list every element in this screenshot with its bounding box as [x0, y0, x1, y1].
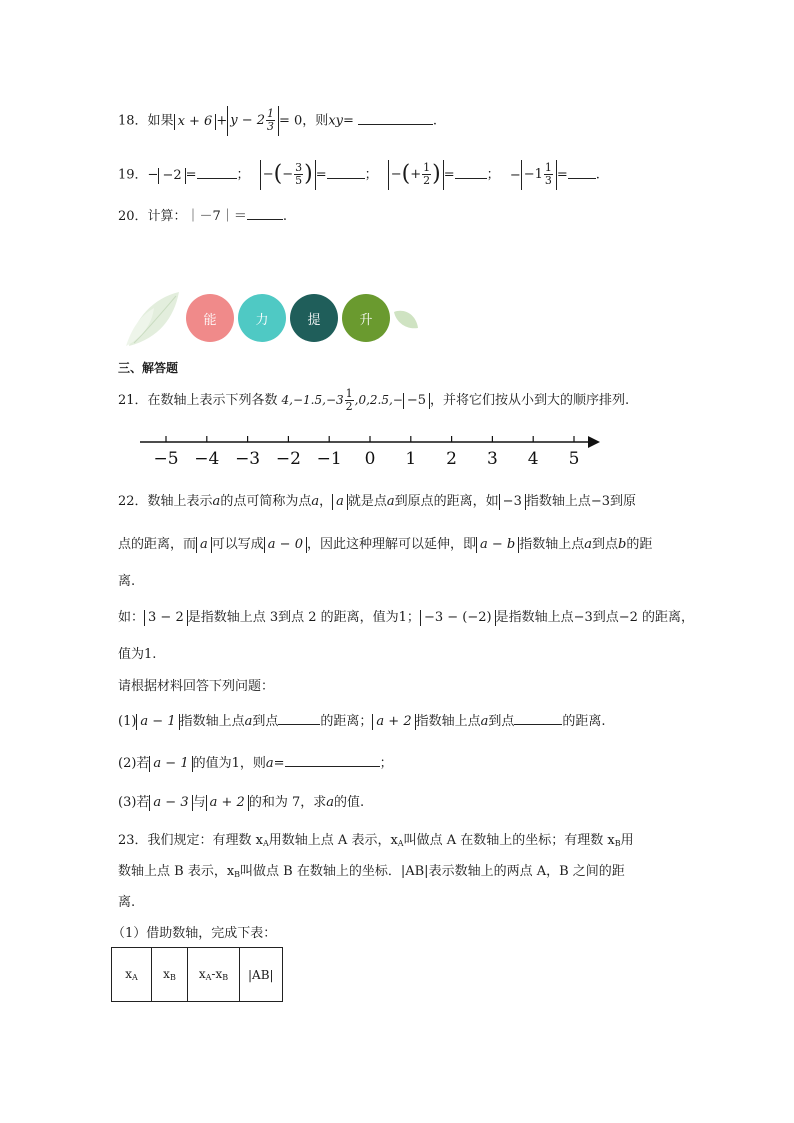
text: =: [273, 756, 285, 771]
text: −: [262, 167, 274, 182]
text: .: [282, 209, 287, 224]
answer-blank[interactable]: [247, 206, 283, 220]
text: −: [147, 167, 159, 183]
question-22-example: [118, 608, 694, 628]
question-number: 19．: [118, 167, 148, 183]
text: +: [410, 167, 422, 182]
text: = 0，则: [279, 113, 329, 129]
numerator: 1: [423, 161, 431, 174]
abs-expression: −5: [403, 393, 430, 409]
text: 的和为 7，求: [248, 795, 327, 810]
number-line-tick-label: −5: [153, 449, 179, 469]
text: ；: [486, 167, 500, 183]
denominator: 3: [267, 120, 275, 133]
text: -x: [211, 967, 223, 981]
abs-expression: [521, 160, 557, 190]
number-line-tick-label: 1: [405, 449, 417, 469]
denominator: 2: [423, 174, 431, 187]
coordinate-table: [111, 947, 283, 1002]
variable: a: [311, 494, 320, 509]
numerator: 1: [544, 161, 552, 174]
text: 的点可简称为点: [220, 494, 312, 509]
abs-expression: a − 0: [264, 537, 307, 553]
text: 23．我们规定：有理数 x: [118, 833, 264, 848]
subscript: B: [614, 839, 621, 848]
fraction: [294, 162, 303, 187]
text: 点的距离，而: [118, 537, 197, 552]
banner-char: 升: [359, 312, 373, 328]
banner-char: 力: [255, 312, 269, 328]
fraction: [345, 388, 354, 413]
answer-blank[interactable]: [278, 711, 320, 725]
subscript: B: [222, 973, 229, 982]
text: ；: [379, 756, 393, 771]
denominator: 5: [295, 174, 303, 187]
text: x: [125, 967, 132, 981]
text: =: [185, 167, 197, 183]
abs-expression: a: [196, 537, 212, 553]
subscript: A: [205, 973, 212, 982]
number-line-tick-label: −2: [275, 449, 301, 469]
denominator: 3: [544, 174, 552, 187]
abs-expression: a + 2: [206, 795, 249, 811]
text: −: [509, 167, 521, 183]
text: 的距离；: [320, 714, 373, 729]
text: =: [556, 167, 568, 183]
numerator: 1: [267, 107, 275, 120]
abs-expression: x + 6: [174, 114, 217, 130]
variable: a: [480, 714, 489, 729]
text: .: [432, 113, 438, 129]
text: |AB|: [248, 967, 274, 982]
text: 叫做点 A 在数轴上的坐标；有理数 x: [403, 833, 615, 848]
question-23-line-3: 离.: [118, 895, 136, 910]
question-22-part-2: [118, 753, 393, 774]
text: 是指数轴上点 3到点 2 的距离，值为1；: [187, 610, 420, 625]
text: (2)若: [118, 756, 150, 771]
question-22-line-2: [118, 535, 652, 555]
question-18: [118, 106, 437, 136]
text: 22．数轴上表示: [118, 494, 213, 509]
denominator: 2: [345, 400, 353, 413]
variable: a: [584, 537, 593, 552]
text: =: [315, 167, 327, 183]
banner-char: 提: [307, 312, 321, 328]
abs-expression: −3: [499, 494, 526, 510]
abs-expression: a + 2: [372, 714, 415, 730]
abs-expression: a − 1: [149, 756, 192, 772]
table-row: [112, 948, 283, 1002]
fraction: [266, 108, 275, 133]
abs-expression: 3 − 2: [144, 610, 188, 626]
question-23-line-2: [118, 862, 625, 885]
small-leaf-icon: [392, 308, 420, 332]
text: −1: [523, 167, 543, 182]
answer-blank[interactable]: [358, 111, 433, 125]
banner-circle-3: [290, 294, 338, 342]
banner-circle-4: [342, 294, 390, 342]
question-number: 18．: [118, 113, 148, 129]
text: 数轴上点 B 表示，x: [118, 864, 235, 879]
text: −: [390, 167, 402, 182]
subscript: A: [263, 839, 269, 848]
abs-expression: a − b: [476, 537, 519, 553]
table-header-xb: [152, 948, 188, 1002]
text: 指数轴上点−3到原: [525, 494, 637, 509]
leaf-decoration-icon: [124, 288, 184, 348]
answer-blank[interactable]: [568, 165, 596, 179]
table-header-xa-xb: [188, 948, 240, 1002]
banner-circle-2: [238, 294, 286, 342]
numbers: ,0,2.5,−: [354, 393, 403, 407]
answer-blank[interactable]: [455, 165, 487, 179]
question-22-line-1: [118, 492, 636, 512]
number-line-tick-label: 3: [486, 449, 498, 469]
abs-expression: −3 − (−2): [420, 610, 496, 626]
text: ，并将它们按从小到大的顺序排列.: [430, 393, 630, 408]
text: 用数轴上点 A 表示，x: [268, 833, 398, 848]
variable: a: [386, 494, 395, 509]
text: 的值.: [333, 795, 365, 810]
variable: a: [326, 795, 334, 810]
text: =: [443, 167, 455, 183]
ability-banner: [124, 288, 424, 348]
instruction-text: 请根据材料回答下列问题：: [118, 679, 275, 694]
variable: b: [618, 537, 627, 552]
variable: xy: [328, 113, 343, 129]
question-19: [118, 160, 600, 190]
text: 用: [620, 833, 634, 848]
abs-expression: −(+ $\frac{1}{2}$ ): [388, 160, 444, 190]
subscript: A: [397, 839, 404, 848]
fraction: [544, 162, 553, 187]
text: +: [216, 113, 228, 129]
text: −3 −: [423, 610, 463, 625]
text: ，: [319, 494, 333, 509]
text: 到点: [592, 537, 619, 552]
question-text: 20．计算：｜－7｜＝: [118, 209, 247, 224]
subscript: B: [234, 870, 241, 879]
answer-blank[interactable]: [285, 753, 380, 767]
variable: a: [244, 714, 253, 729]
abs-expression: −(− $\frac{3}{5}$ ): [260, 160, 316, 190]
text: 如：: [118, 610, 145, 625]
number-line-tick-label: −1: [316, 449, 342, 469]
text: 是指数轴上点−3到点−2 的距离，: [495, 610, 695, 625]
text: (3)若: [118, 795, 150, 810]
text: 21．在数轴上表示下列各数: [118, 393, 278, 408]
text: ；: [236, 167, 250, 183]
numbers: 4,−1.5,−3: [281, 393, 344, 407]
number-line-tick-label: −3: [235, 449, 261, 469]
question-21: [118, 388, 629, 413]
text: =: [343, 113, 354, 129]
variable: a: [212, 494, 221, 509]
text: 的距: [626, 537, 653, 552]
answer-blank[interactable]: [197, 165, 237, 179]
number-line-tick-label: 5: [568, 449, 580, 469]
text: 叫做点 B 在数轴上的坐标．|AB|表示数轴上的两点 A，B 之间的距: [240, 864, 625, 879]
question-22-line-5: 值为1.: [118, 647, 157, 662]
text: .: [595, 167, 600, 183]
numerator: 1: [345, 387, 353, 400]
number-line-tick-label: 0: [364, 449, 376, 469]
question-20: [118, 206, 287, 227]
text: y − 2: [230, 113, 266, 128]
section-heading: 三、解答题: [118, 361, 179, 375]
fraction: [422, 162, 431, 187]
number-line: [140, 432, 610, 472]
question-22-line-3: 离.: [118, 574, 136, 589]
abs-expression: a − 3: [149, 795, 192, 811]
text: 指数轴上点: [519, 537, 585, 552]
number-line-tick-label: −4: [194, 449, 220, 469]
question-23-line-1: [118, 831, 634, 854]
subscript: A: [132, 973, 138, 982]
text: 指数轴上点: [415, 714, 481, 729]
text: −2: [467, 610, 487, 625]
abs-expression: a: [332, 494, 348, 510]
text: ，因此这种理解可以延伸，即: [306, 537, 476, 552]
text: 如果: [147, 113, 174, 129]
text: x: [198, 967, 206, 981]
text: −: [282, 167, 294, 182]
numerator: 3: [295, 161, 303, 174]
question-22-part-3: [118, 793, 364, 813]
banner-circle-1: [186, 294, 234, 342]
banner-char: 能: [203, 312, 217, 328]
abs-expression: −2: [158, 168, 185, 184]
table-header-ab: [240, 948, 283, 1002]
text: 就是点: [347, 494, 387, 509]
text: 到点: [252, 714, 279, 729]
text: 的距离.: [562, 714, 606, 729]
text: (1): [118, 714, 137, 729]
text: ；: [364, 167, 378, 183]
text: 到点: [488, 714, 515, 729]
text: 的值为1，则: [192, 756, 266, 771]
text: x: [163, 967, 170, 981]
abs-expression: [227, 106, 279, 136]
variable: a: [265, 756, 274, 771]
text: 指数轴上点: [179, 714, 245, 729]
question-22-part-1: [118, 711, 606, 732]
table-header-xa: [112, 948, 152, 1002]
answer-blank[interactable]: [514, 711, 562, 725]
subscript: B: [169, 973, 176, 982]
number-line-tick-label: 2: [446, 449, 458, 469]
text: 可以写成: [211, 537, 264, 552]
text: 与: [192, 795, 206, 810]
number-line-tick-label: 4: [527, 449, 539, 469]
abs-expression: a − 1: [136, 714, 179, 730]
question-23-part-1: （1）借助数轴，完成下表：: [112, 926, 277, 941]
answer-blank[interactable]: [327, 165, 365, 179]
text: 到原点的距离，如: [394, 494, 499, 509]
